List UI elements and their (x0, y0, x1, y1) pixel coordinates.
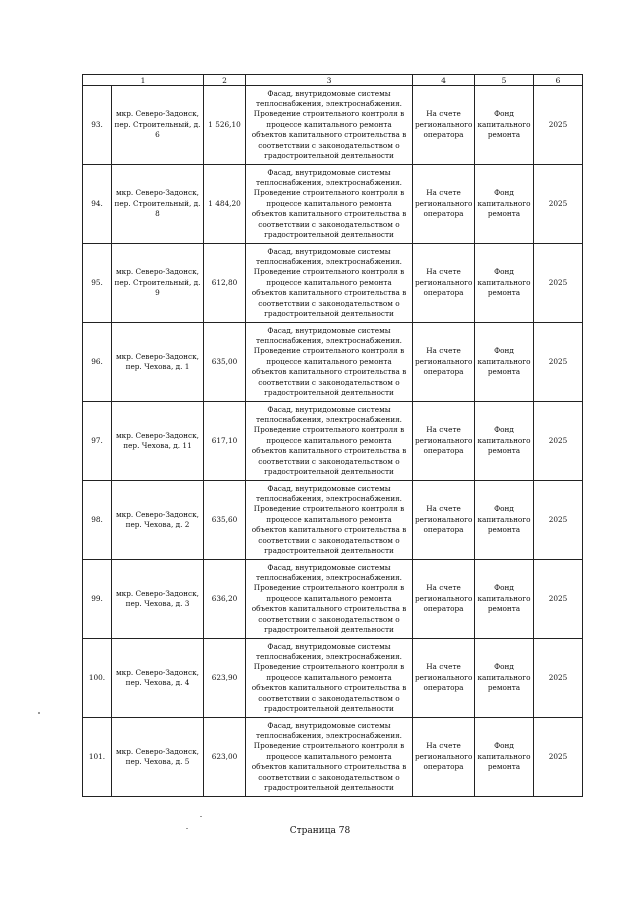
scan-speck (186, 828, 188, 829)
row-area: 636,20 (204, 560, 246, 639)
row-year: 2025 (534, 560, 583, 639)
row-address: мкр. Северо-Задонск, пер. Чехова, д. 11 (112, 402, 204, 481)
row-year: 2025 (534, 86, 583, 165)
row-year: 2025 (534, 481, 583, 560)
row-account: На счете регионального оператора (413, 402, 475, 481)
row-address: мкр. Северо-Задонск, пер. Чехова, д. 1 (112, 323, 204, 402)
table-row (83, 560, 583, 639)
page-number: Страница 78 (289, 826, 351, 836)
row-source: Фонд капитального ремонта (475, 86, 534, 165)
row-area: 612,80 (204, 244, 246, 323)
row-works: Фасад, внутридомовые системы теплоснабжения, электроснабжения. Проведение строительного контроля в процессе капитального ремонта объектов капитального строительства в соответствии с законодательством о градостроительной деятельности (246, 639, 413, 718)
row-works: Фасад, внутридомовые системы теплоснабжения, электроснабжения. Проведение строительного контроля в процессе капитального ремонта объектов капитального строительства в соответствии с законодательством о градостроительной деятельности (246, 718, 413, 797)
row-year: 2025 (534, 244, 583, 323)
table-header-row (83, 75, 583, 86)
row-year: 2025 (534, 402, 583, 481)
header-col-6: 6 (534, 75, 583, 86)
row-area: 623,90 (204, 639, 246, 718)
row-source: Фонд капитального ремонта (475, 402, 534, 481)
row-year: 2025 (534, 165, 583, 244)
row-address: мкр. Северо-Задонск, пер. Строительный, д. 9 (112, 244, 204, 323)
row-area: 1 484,20 (204, 165, 246, 244)
row-account: На счете регионального оператора (413, 244, 475, 323)
row-number: 97. (83, 402, 112, 481)
row-address: мкр. Северо-Задонск, пер. Чехова, д. 4 (112, 639, 204, 718)
row-number: 100. (83, 639, 112, 718)
row-number: 99. (83, 560, 112, 639)
row-account: На счете регионального оператора (413, 639, 475, 718)
row-source: Фонд капитального ремонта (475, 718, 534, 797)
row-year: 2025 (534, 718, 583, 797)
row-source: Фонд капитального ремонта (475, 481, 534, 560)
row-address: мкр. Северо-Задонск, пер. Строительный, д. 8 (112, 165, 204, 244)
header-col-4: 4 (413, 75, 475, 86)
row-works: Фасад, внутридомовые системы теплоснабжения, электроснабжения. Проведение строительного контроля в процессе капитального ремонта объектов капитального строительства в соответствии с законодательством о градостроительной деятельности (246, 86, 413, 165)
header-col-3: 3 (246, 75, 413, 86)
row-works: Фасад, внутридомовые системы теплоснабжения, электроснабжения. Проведение строительного контроля в процессе капитального ремонта объектов капитального строительства в соответствии с законодательством о градостроительной деятельности (246, 402, 413, 481)
table-row (83, 402, 583, 481)
row-number: 101. (83, 718, 112, 797)
row-area: 617,10 (204, 402, 246, 481)
row-area: 635,00 (204, 323, 246, 402)
row-area: 635,60 (204, 481, 246, 560)
scan-speck (200, 816, 202, 817)
table-row (83, 86, 583, 165)
row-source: Фонд капитального ремонта (475, 244, 534, 323)
row-source: Фонд капитального ремонта (475, 560, 534, 639)
row-account: На счете регионального оператора (413, 560, 475, 639)
header-col-1: 1 (83, 75, 204, 86)
row-number: 95. (83, 244, 112, 323)
row-works: Фасад, внутридомовые системы теплоснабжения, электроснабжения. Проведение строительного контроля в процессе капитального ремонта объектов капитального строительства в соответствии с законодательством о градостроительной деятельности (246, 560, 413, 639)
table-row (83, 244, 583, 323)
table-row (83, 165, 583, 244)
row-area: 623,00 (204, 718, 246, 797)
row-account: На счете регионального оператора (413, 86, 475, 165)
row-source: Фонд капитального ремонта (475, 323, 534, 402)
header-col-2: 2 (204, 75, 246, 86)
table-row (83, 323, 583, 402)
table-row (83, 481, 583, 560)
row-address: мкр. Северо-Задонск, пер. Чехова, д. 3 (112, 560, 204, 639)
table-row (83, 639, 583, 718)
row-works: Фасад, внутридомовые системы теплоснабжения, электроснабжения. Проведение строительного контроля в процессе капитального ремонта объектов капитального строительства в соответствии с законодательством о градостроительной деятельности (246, 244, 413, 323)
row-account: На счете регионального оператора (413, 323, 475, 402)
row-account: На счете регионального оператора (413, 481, 475, 560)
table-row (83, 718, 583, 797)
row-works: Фасад, внутридомовые системы теплоснабжения, электроснабжения. Проведение строительного контроля в процессе капитального ремонта объектов капитального строительства в соответствии с законодательством о градостроительной деятельности (246, 481, 413, 560)
row-number: 98. (83, 481, 112, 560)
row-account: На счете регионального оператора (413, 165, 475, 244)
header-col-5: 5 (475, 75, 534, 86)
row-address: мкр. Северо-Задонск, пер. Чехова, д. 2 (112, 481, 204, 560)
row-source: Фонд капитального ремонта (475, 165, 534, 244)
row-year: 2025 (534, 323, 583, 402)
row-address: мкр. Северо-Задонск, пер. Строительный, д. 6 (112, 86, 204, 165)
row-area: 1 526,10 (204, 86, 246, 165)
row-works: Фасад, внутридомовые системы теплоснабжения, электроснабжения. Проведение строительного контроля в процессе капитального ремонта объектов капитального строительства в соответствии с законодательством о градостроительной деятельности (246, 165, 413, 244)
row-year: 2025 (534, 639, 583, 718)
row-number: 94. (83, 165, 112, 244)
scan-speck (38, 712, 40, 714)
row-number: 96. (83, 323, 112, 402)
capital-repair-table (82, 74, 583, 797)
row-source: Фонд капитального ремонта (475, 639, 534, 718)
row-address: мкр. Северо-Задонск, пер. Чехова, д. 5 (112, 718, 204, 797)
row-works: Фасад, внутридомовые системы теплоснабжения, электроснабжения. Проведение строительного контроля в процессе капитального ремонта объектов капитального строительства в соответствии с законодательством о градостроительной деятельности (246, 323, 413, 402)
row-account: На счете регионального оператора (413, 718, 475, 797)
row-number: 93. (83, 86, 112, 165)
